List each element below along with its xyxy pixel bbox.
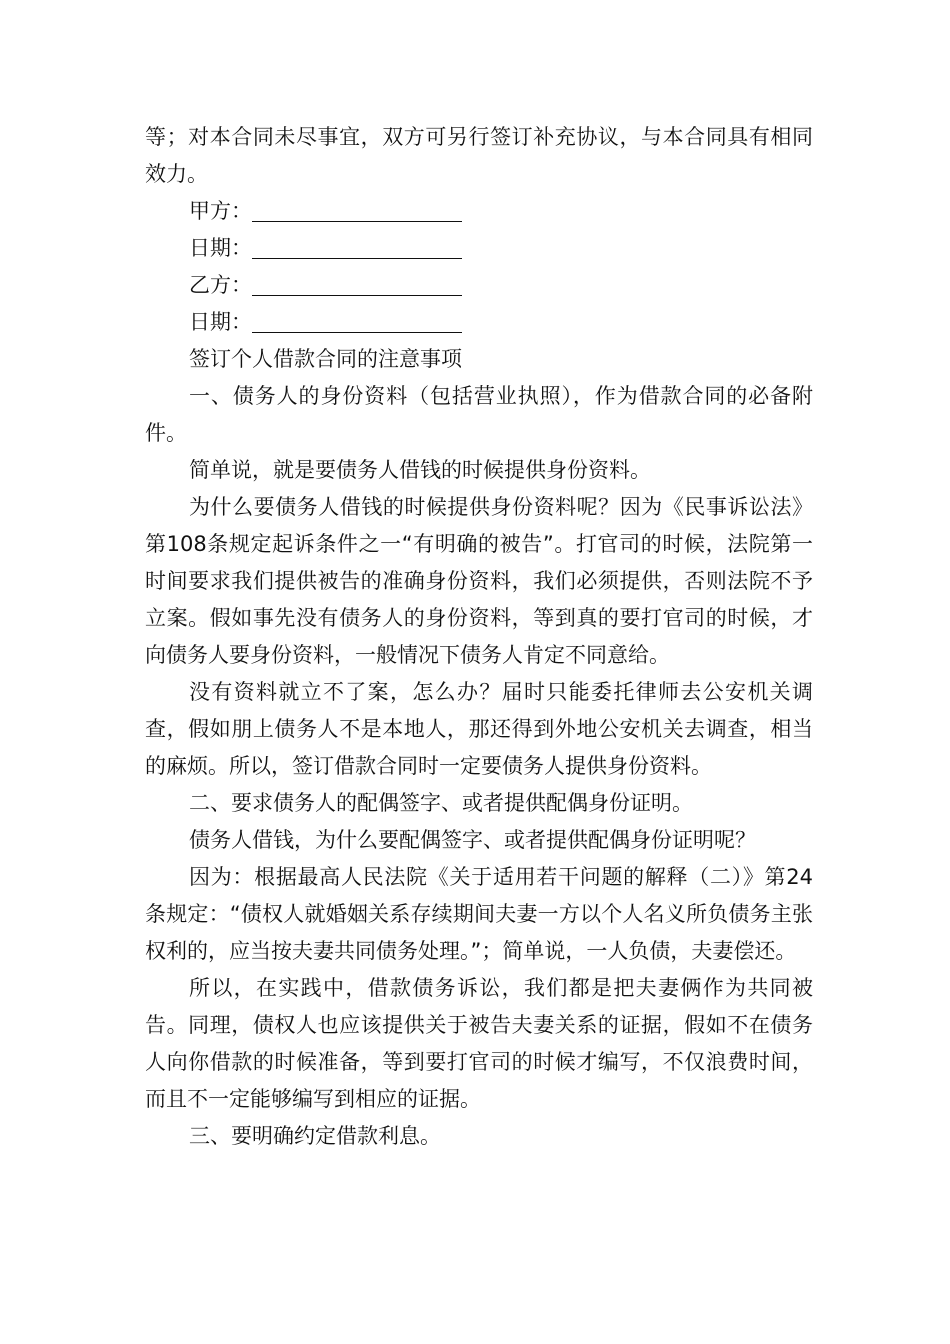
paragraph: 二、要求债务人的配偶签字、或者提供配偶身份证明。	[189, 791, 693, 815]
signature-label: 甲方：	[189, 199, 252, 223]
paragraph: 三、要明确约定借款利息。	[189, 1124, 441, 1148]
signature-label: 日期：	[189, 310, 252, 334]
paragraph: 为什么要债务人借钱的时候提供身份资料呢？因为《民事诉讼法》第108条规定起诉条件之一“有明确的被告”。打官司的时候，法院第一时间要求我们提供被告的准确身份资料，我们必须提供，否则法院不予立案。假如事先没有债务人的身份资料，等到真的要打官司的时候，才向债务人要身份资料，一般情况下债务人肯定不同意给。	[145, 495, 813, 667]
signature-date-b	[145, 304, 813, 341]
signature-label: 日期：	[189, 236, 252, 260]
paragraph: 一、债务人的身份资料（包括营业执照），作为借款合同的必备附件。	[145, 384, 813, 445]
signature-blank-line	[252, 199, 462, 222]
signature-date-a	[145, 230, 813, 267]
paragraph: 债务人借钱，为什么要配偶签字、或者提供配偶身份证明呢？	[189, 828, 756, 852]
signature-blank-line	[252, 273, 462, 296]
paragraph: 因为：根据最高人民法院《关于适用若干问题的解释（二）》第24条规定：“债权人就婚姻关系存续期间夫妻一方以个人名义所负债务主张权利的，应当按夫妻共同债务处理。”；简单说，一人负债，夫妻偿还。	[145, 865, 813, 963]
signature-party-b	[145, 267, 813, 304]
section-title: 签订个人借款合同的注意事项	[189, 347, 462, 371]
signature-party-a	[145, 193, 813, 230]
paragraph: 所以，在实践中，借款债务诉讼，我们都是把夫妻俩作为共同被告。同理，债权人也应该提供关于被告夫妻关系的证据，假如不在债务人向你借款的时候准备，等到要打官司的时候才编写，不仅浪费时间，而且不一定能够编写到相应的证据。	[145, 976, 813, 1111]
continuation-paragraph: 等；对本合同未尽事宜，双方可另行签订补充协议，与本合同具有相同效力。	[145, 125, 813, 186]
signature-blank-line	[252, 310, 462, 333]
paragraph: 没有资料就立不了案，怎么办？届时只能委托律师去公安机关调查，假如朋上债务人不是本地人，那还得到外地公安机关去调查，相当的麻烦。所以，签订借款合同时一定要债务人提供身份资料。	[145, 680, 813, 778]
document-body	[145, 119, 813, 1155]
signature-label: 乙方：	[189, 273, 252, 297]
paragraph: 简单说，就是要债务人借钱的时候提供身份资料。	[189, 458, 651, 482]
signature-blank-line	[252, 236, 462, 259]
